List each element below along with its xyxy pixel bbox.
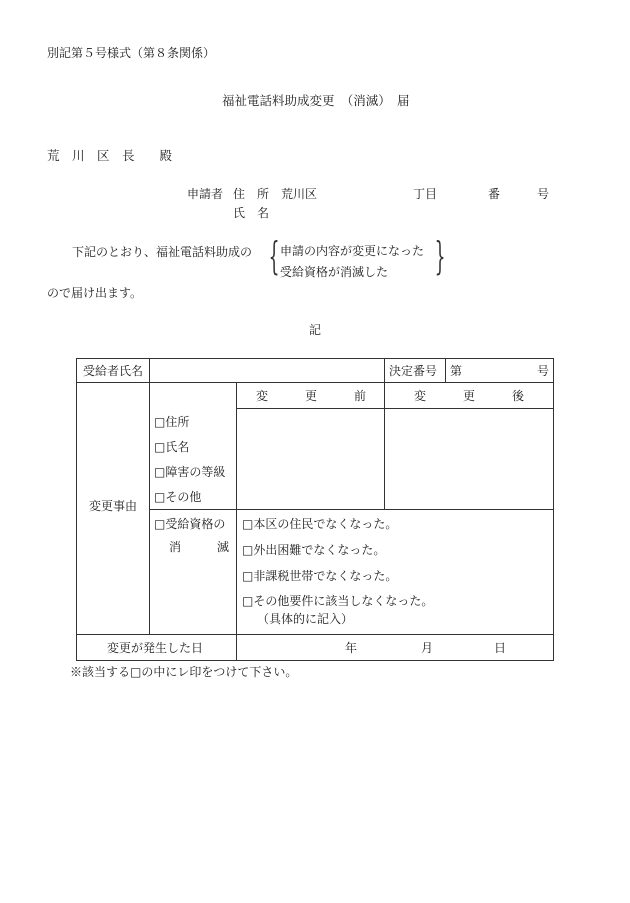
date-month: 月 [421, 641, 434, 655]
row-line-3 [76, 634, 554, 635]
footnote: ※該当する□の中にレ印をつけて下さい。 [70, 665, 298, 679]
before-header-3: 前 [354, 389, 367, 403]
checkbox-disability-grade[interactable]: □障害の等級 [154, 465, 226, 479]
recipient-name-label: 受給者氏名 [83, 364, 144, 378]
row-line-2 [149, 509, 554, 510]
left-brace: { [268, 234, 280, 278]
loss-reason-resident[interactable]: □本区の住民でなくなった。 [242, 517, 398, 531]
option-eligibility-lost: 受給資格が消滅した [280, 265, 389, 279]
before-header-2: 更 [305, 389, 318, 403]
checkbox-eligibility-loss[interactable]: □受給資格の [154, 517, 226, 531]
change-date-label: 変更が発生した日 [107, 641, 204, 655]
eligibility-loss-char-1: 消 [169, 540, 182, 554]
after-header-2: 更 [463, 389, 476, 403]
option-content-changed: 申請の内容が変更になった [280, 244, 425, 258]
decision-go: 号 [537, 364, 550, 378]
loss-reason-other[interactable]: □その他要件に該当しなくなった。 [242, 594, 434, 608]
right-brace: } [434, 234, 446, 278]
address-ban: 番 [488, 187, 501, 201]
before-header-1: 変 [256, 389, 269, 403]
after-header-1: 変 [414, 389, 427, 403]
row-line-header [236, 408, 554, 409]
name-label: 氏 名 [233, 206, 270, 220]
body-tail-text: ので届け出ます。 [47, 286, 143, 300]
col-line-2 [236, 382, 237, 661]
applicant-role-label: 申請者 [187, 187, 224, 201]
addressee: 荒 川 区 長 殿 [47, 148, 173, 163]
col-line-4 [445, 358, 446, 382]
loss-reason-tax[interactable]: □非課税世帯でなくなった。 [242, 569, 398, 583]
eligibility-loss-char-2: 滅 [217, 540, 230, 554]
checkbox-address[interactable]: □住所 [154, 415, 190, 429]
address-label: 住 所 [233, 187, 270, 201]
address-chome: 丁目 [413, 187, 438, 201]
address-go: 号 [537, 187, 550, 201]
body-lead-text: 下記のとおり、福祉電話料助成の [72, 245, 253, 259]
date-year: 年 [345, 641, 358, 655]
row-line-1 [76, 382, 554, 383]
form-reference: 別記第５号様式（第８条関係） [47, 46, 216, 60]
loss-reason-note: （具体的に記入） [257, 612, 354, 626]
col-line-1 [149, 358, 150, 634]
change-reason-label: 変更事由 [89, 499, 138, 513]
checkbox-other[interactable]: □その他 [154, 490, 202, 504]
checkbox-name[interactable]: □氏名 [154, 440, 190, 454]
decision-number-label: 決定番号 [389, 364, 438, 378]
ki-heading: 記 [309, 323, 322, 337]
after-header-3: 後 [512, 389, 525, 403]
document-title: 福祉電話料助成変更 （消滅） 届 [222, 93, 410, 108]
date-day: 日 [494, 641, 507, 655]
col-line-3 [384, 358, 385, 509]
decision-dai: 第 [450, 364, 463, 378]
address-ward: 荒川区 [281, 187, 318, 201]
loss-reason-mobility[interactable]: □外出困難でなくなった。 [242, 543, 386, 557]
